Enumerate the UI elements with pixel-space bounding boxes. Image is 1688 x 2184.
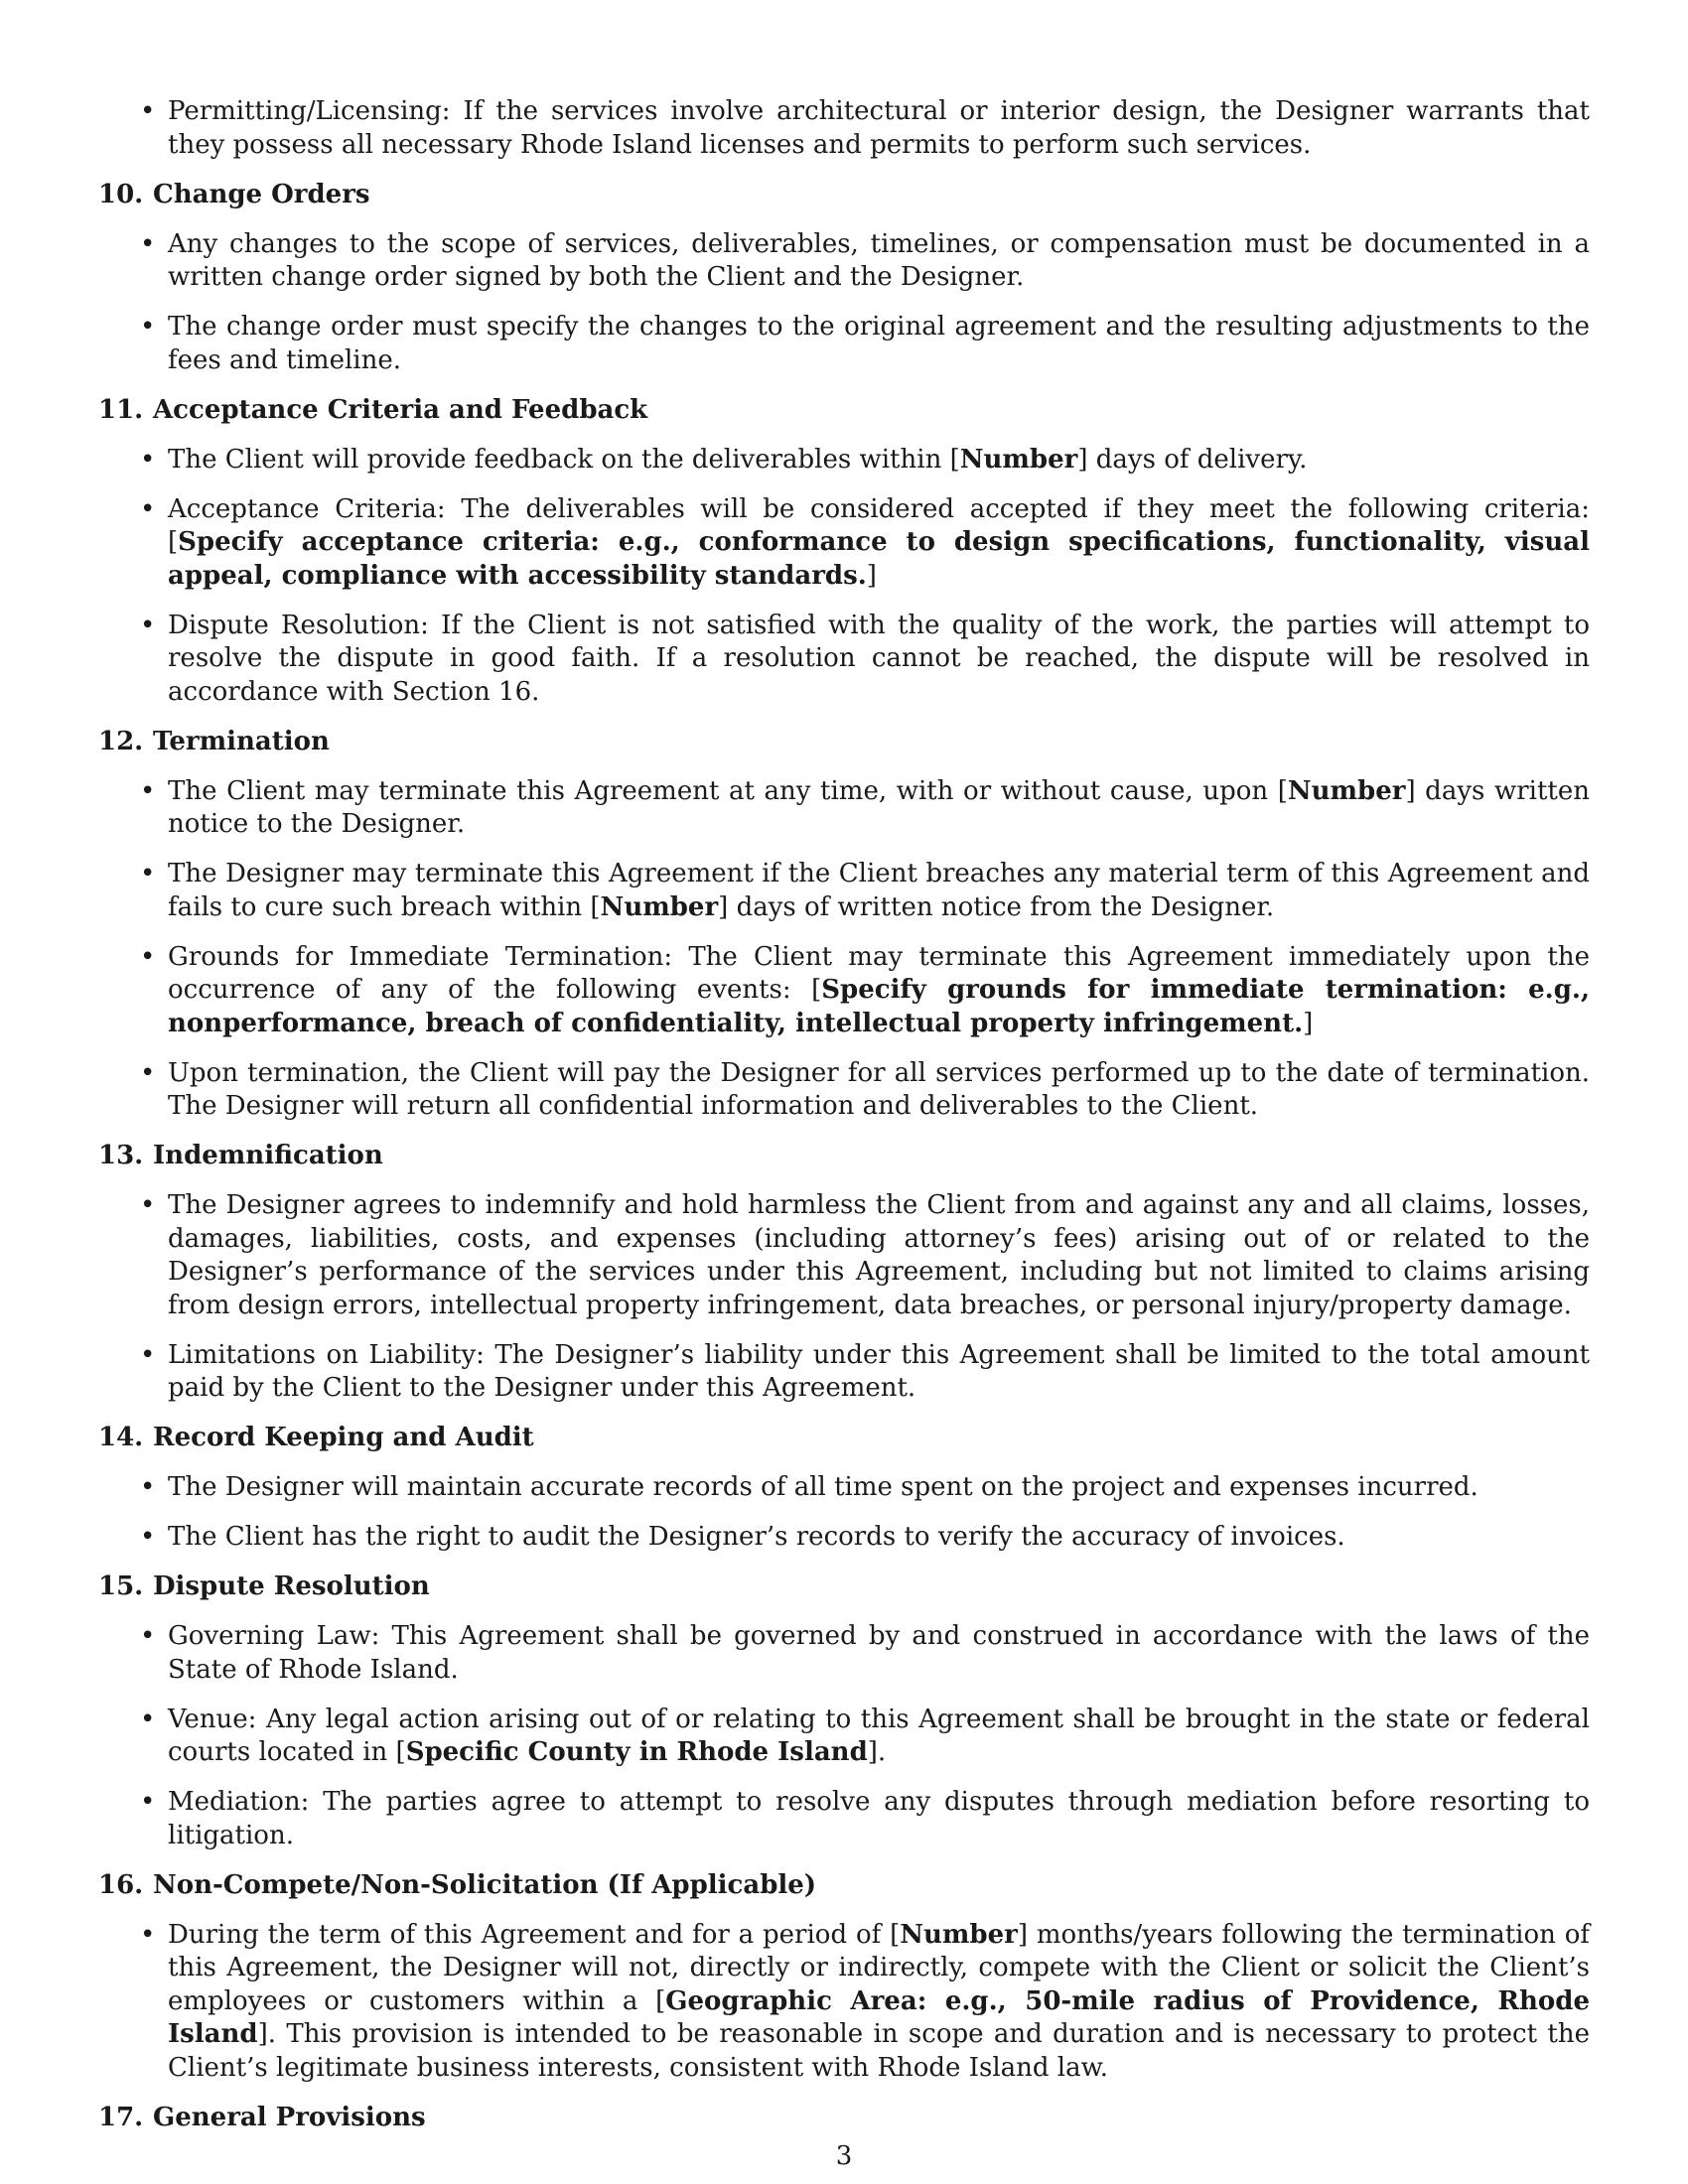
item-text: Mediation: The parties agree to attempt to resolve any disputes through mediation before resorting to litigation. bbox=[168, 1787, 1590, 1850]
section-heading bbox=[98, 726, 1590, 759]
item-text: The change order must specify the changes to the original agreement and the resulting adjustments to the fees and timeline. bbox=[168, 312, 1590, 375]
list-item bbox=[98, 95, 1590, 162]
item-text: The Client may terminate this Agreement at any time, with or without cause, upon [ bbox=[168, 775, 1288, 806]
section-title: Change Orders bbox=[153, 179, 370, 209]
item-text: ] days of delivery. bbox=[1077, 444, 1308, 475]
bullet-list bbox=[98, 1471, 1590, 1555]
placeholder-text: Specify acceptance criteria: e.g., conformance to design specifications, functionality, visual appeal, compliance with accessibility standards. bbox=[168, 527, 1590, 591]
item-text: ]. This provision is intended to be reasonable in scope and duration and is necessary to protect the Client’s legitimate business interests, consistent with Rhode Island law. bbox=[168, 2019, 1590, 2083]
item-text: The Designer will maintain accurate records of all time spent on the project and expenses incurred. bbox=[168, 1472, 1478, 1502]
section-number: 16. bbox=[98, 1869, 144, 1900]
section-heading bbox=[98, 179, 1590, 212]
bullet-list bbox=[98, 95, 1590, 162]
list-item bbox=[98, 1786, 1590, 1852]
placeholder-text: Number bbox=[959, 444, 1078, 475]
list-item bbox=[98, 1057, 1590, 1124]
list-item bbox=[98, 1704, 1590, 1770]
placeholder-text: Number bbox=[600, 891, 719, 922]
item-text: Permitting/Licensing: If the services involve architectural or interior design, the Designer warrants that they possess all necessary Rhode Island licenses and permits to perform such services. bbox=[168, 96, 1590, 160]
item-text: Venue: Any legal action arising out of or relating to this Agreement shall be brought in the state or federal courts located in [ bbox=[168, 1704, 1590, 1767]
section-heading bbox=[98, 1422, 1590, 1455]
item-text: Limitations on Liability: The Designer’s liability under this Agreement shall be limited to the total amount paid by the Client to the Designer under this Agreement. bbox=[168, 1339, 1590, 1403]
placeholder-text: Number bbox=[1287, 775, 1406, 806]
sections-container bbox=[98, 179, 1590, 2135]
section-number: 14. bbox=[98, 1423, 144, 1452]
section-title: Record Keeping and Audit bbox=[153, 1423, 534, 1452]
bullet-list bbox=[98, 444, 1590, 710]
section-title: Termination bbox=[153, 726, 330, 756]
placeholder-text: Number bbox=[900, 1919, 1018, 1950]
section-number: 15. bbox=[98, 1571, 144, 1601]
section-heading bbox=[98, 1869, 1590, 1903]
list-item bbox=[98, 311, 1590, 377]
bullet-list bbox=[98, 228, 1590, 378]
list-item bbox=[98, 1521, 1590, 1555]
list-item bbox=[98, 610, 1590, 710]
item-text: ] days of written notice from the Designer. bbox=[718, 891, 1275, 922]
item-text: ] bbox=[866, 560, 877, 591]
placeholder-text: Specify grounds for immediate termination: e.g., nonperformance, breach of confidentiality, intellectual property infringement. bbox=[168, 975, 1590, 1038]
list-item bbox=[98, 1189, 1590, 1322]
item-text: During the term of this Agreement and for a period of [ bbox=[168, 1919, 901, 1950]
item-text: The Client has the right to audit the Designer’s records to verify the accuracy of invoices. bbox=[168, 1522, 1345, 1552]
placeholder-text: Geographic Area: e.g., 50-mile radius of Providence, Rhode Island bbox=[168, 1985, 1590, 2049]
bullet-list bbox=[98, 775, 1590, 1124]
section-title: Acceptance Criteria and Feedback bbox=[153, 394, 648, 425]
section-number: 13. bbox=[98, 1141, 144, 1170]
list-item bbox=[98, 775, 1590, 842]
section-number: 10. bbox=[98, 179, 144, 209]
list-item bbox=[98, 1620, 1590, 1687]
item-text: ]. bbox=[867, 1737, 887, 1767]
section-heading bbox=[98, 394, 1590, 428]
section-title: General Provisions bbox=[153, 2102, 426, 2132]
list-item bbox=[98, 1919, 1590, 2086]
item-text: ] months/years following the termination of this Agreement, the Designer will not, directly or indirectly, compete with the Client or solicit the Client’s employees or customers within a [ bbox=[168, 1919, 1590, 2016]
item-text: Any changes to the scope of services, deliverables, timelines, or compensation must be documented in a written change order signed by both the Client and the Designer. bbox=[168, 228, 1590, 292]
item-text: Governing Law: This Agreement shall be governed by and construed in accordance with the laws of the State of Rhode Island. bbox=[168, 1621, 1590, 1685]
bullet-list bbox=[98, 1189, 1590, 1406]
list-item bbox=[98, 493, 1590, 594]
section-title: Indemnification bbox=[153, 1141, 383, 1170]
section-title: Non-Compete/Non-Solicitation (If Applicable) bbox=[153, 1869, 817, 1900]
document-page bbox=[98, 95, 1590, 2151]
list-item bbox=[98, 941, 1590, 1041]
section-number: 11. bbox=[98, 394, 144, 425]
list-item bbox=[98, 228, 1590, 295]
section-heading bbox=[98, 1570, 1590, 1604]
item-text: The Designer agrees to indemnify and hold harmless the Client from and against any and all claims, losses, damages, liabilities, costs, and expenses (including attorney’s fees) arising out of or related to the Designer’s performance of the services under this Agreement, including but not limited to claims arising from design errors, intellectual property infringement, data breaches, or personal injury/property damage. bbox=[168, 1190, 1590, 1320]
item-text: Dispute Resolution: If the Client is not satisfied with the quality of the work, the parties will attempt to resolve the dispute in good faith. If a resolution cannot be reached, the dispute will be resolved in accordance with Section 16. bbox=[168, 610, 1590, 707]
list-item bbox=[98, 1339, 1590, 1406]
list-item bbox=[98, 1471, 1590, 1505]
item-text: ] days written notice to the Designer. bbox=[168, 775, 1590, 839]
bullet-list bbox=[98, 1919, 1590, 2086]
item-text: Grounds for Immediate Termination: The Client may terminate this Agreement immediately upon the occurrence of any of the following events: [ bbox=[168, 941, 1590, 1005]
bullet-list bbox=[98, 1620, 1590, 1852]
section-number: 17. bbox=[98, 2102, 144, 2132]
section-number: 12. bbox=[98, 726, 144, 756]
list-item bbox=[98, 444, 1590, 478]
item-text: Acceptance Criteria: The deliverables will be considered accepted if they meet the following criteria: [ bbox=[168, 493, 1590, 557]
section-heading bbox=[98, 1140, 1590, 1173]
item-text: The Client will provide feedback on the deliverables within [ bbox=[168, 444, 960, 475]
section-heading bbox=[98, 2102, 1590, 2135]
item-text: The Designer may terminate this Agreement if the Client breaches any material term of this Agreement and fails to cure such breach within [ bbox=[168, 859, 1590, 922]
item-text: Upon termination, the Client will pay the Designer for all services performed up to the date of termination. The Designer will return all confidential information and deliverables to the Client. bbox=[168, 1057, 1590, 1121]
placeholder-text: Specific County in Rhode Island bbox=[405, 1737, 868, 1767]
list-item bbox=[98, 858, 1590, 924]
page-number: 3 bbox=[835, 2141, 853, 2171]
item-text: ] bbox=[1303, 1008, 1314, 1038]
section-title: Dispute Resolution bbox=[153, 1571, 430, 1601]
